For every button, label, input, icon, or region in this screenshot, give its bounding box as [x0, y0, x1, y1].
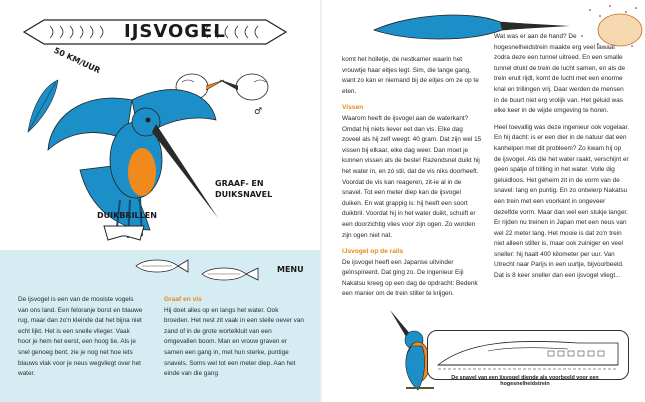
nest-paragraph: komt het holletje, de nestkamer waarin het vrouwtje haar eitjes legt. Sim, die lange gang, want zo kan er niemand bij de eitjes om ze op te eten.	[342, 56, 479, 95]
train-caption: De snavel van een ijsvogel diende als voorbeeld voor een hogesnelheidstrein	[451, 375, 599, 387]
fish-illustration	[132, 256, 272, 290]
left-page	[0, 0, 322, 402]
goggles-illustration	[100, 222, 150, 244]
fishing-heading: Vissen	[342, 104, 364, 112]
speed-label: 50 KM/UUR	[52, 45, 102, 76]
problem-paragraph: Wat was er aan de hand? De hogesnelheidstrein maakte erg veel lawaai zodra deze een tunnel uitreed. En een smalle tunnel drukt de trein de lucht samen, en als de trein eruit rijdt, komt de lucht met een enorme knal en trillingen vrij. Daar werden de mensen in de buurt niet erg vrolijk van. Het geluid was elke keer in de wijde omgeving te horen.	[494, 33, 626, 115]
right-column-1	[342, 55, 482, 300]
section-column	[164, 295, 304, 380]
title-banner	[20, 18, 290, 46]
section-heading: Graaf en vis	[164, 296, 202, 303]
train-illustration	[428, 331, 628, 379]
intro-paragraph: De ijsvogel is een van de mooiste vogels van ons land. Een feloranje borst en blauwe rug, maar dan zo'n kleinde dat het bijna niet echt lijkt. Het is een snelle vlieger. Vaak hoor je hem het eerst, een hoog tie. Als je snel genoeg bent, zie je nog net hoe iets blauws vlak voor je neus wegvliegt over het water.	[18, 296, 143, 378]
page-title: IJSVOGEL	[124, 21, 226, 42]
rails-heading: IJsvogel op de rails	[342, 248, 404, 256]
right-column-2	[494, 32, 630, 282]
train-panel	[427, 330, 629, 380]
right-page	[322, 0, 645, 402]
intro-text	[18, 295, 143, 380]
rails-paragraph: De ijsvogel heeft een Japanse uitvinder geïnspireerd. Dat ging zo. De ingenieur Eiji Nakatsu kreeg op een dag de opdracht: Bedenk een manier om de trein stiller te krijgen.	[342, 258, 478, 298]
inspiration-paragraph: Heel toevallig was deze ingenieur ook vogelaar. En hij dacht: is er een dier in de natuur dat een kanhelpen met dit probleem? Zo kwam hij op de ijsvogel. Als die het water raakt, verschijnt er geen spatje of trilling in het water. Volle dig geluidloos. Het geheim zit in de vorm van de snavel: lang en puntig. En zo ontwierp Nakatsu een trein met een voorkant in ongeveer dezelfde vorm. Maar dan wel een stukje langer. Er rijden nu treinen in Japan met een neus van wel 22 meter lang. Het mooie is dat zo'n trein niet alleen stiller is, maar ook zuiniger en veel sneller: hij haalt 400 kilometer per uur. Van Utrecht naar Parijs in een uurtje, bijvoorbeeld. Dat is 8 keer sneller dan een ijsvogel vliegt...	[494, 123, 629, 280]
section-paragraph: Hij doet alles op en langs het water. Ook broeden. Het nest zit vaak in een steile oever van zand of in de grote wortelkluit van een omgevallen boom. Man en vrouw graven er samen een gang in, met hun sterke, puntige snavels. Soms wel tot een meter diep. Aan het einde van die gang	[164, 306, 304, 378]
male-symbol: ♂	[254, 107, 263, 117]
goggles-label: DUIKBRILLEN	[97, 211, 157, 220]
fishing-paragraph: Waarom heeft de ijsvogel aan de waterkant? Omdat hij niets liever eet dan vis. Elke dag zoveel als hij zelf weegt: 40 gram. Dat zijn wel 15 vissen bij elkaar, elke dag weer. Dan moet je kunnen vissen als de beste! Razendsnel duikt hij het water in, en zó stil, dat de vis niks doorheeft. Voordat de vis kan reageren, zit-ie al in de snavel. Tot een meter diep kan de ijsvogel duiken. En wat grappig is: hij heeft een soort duikbril. Voordat hij in het water duikt, schuift er een doorzichtig vlies voor zijn ogen. Zo worden zijn ogen niet nat.	[342, 114, 482, 239]
beak-label: GRAAF- EN DUIKSNAVEL	[215, 179, 273, 199]
menu-label: MENU	[277, 265, 304, 274]
